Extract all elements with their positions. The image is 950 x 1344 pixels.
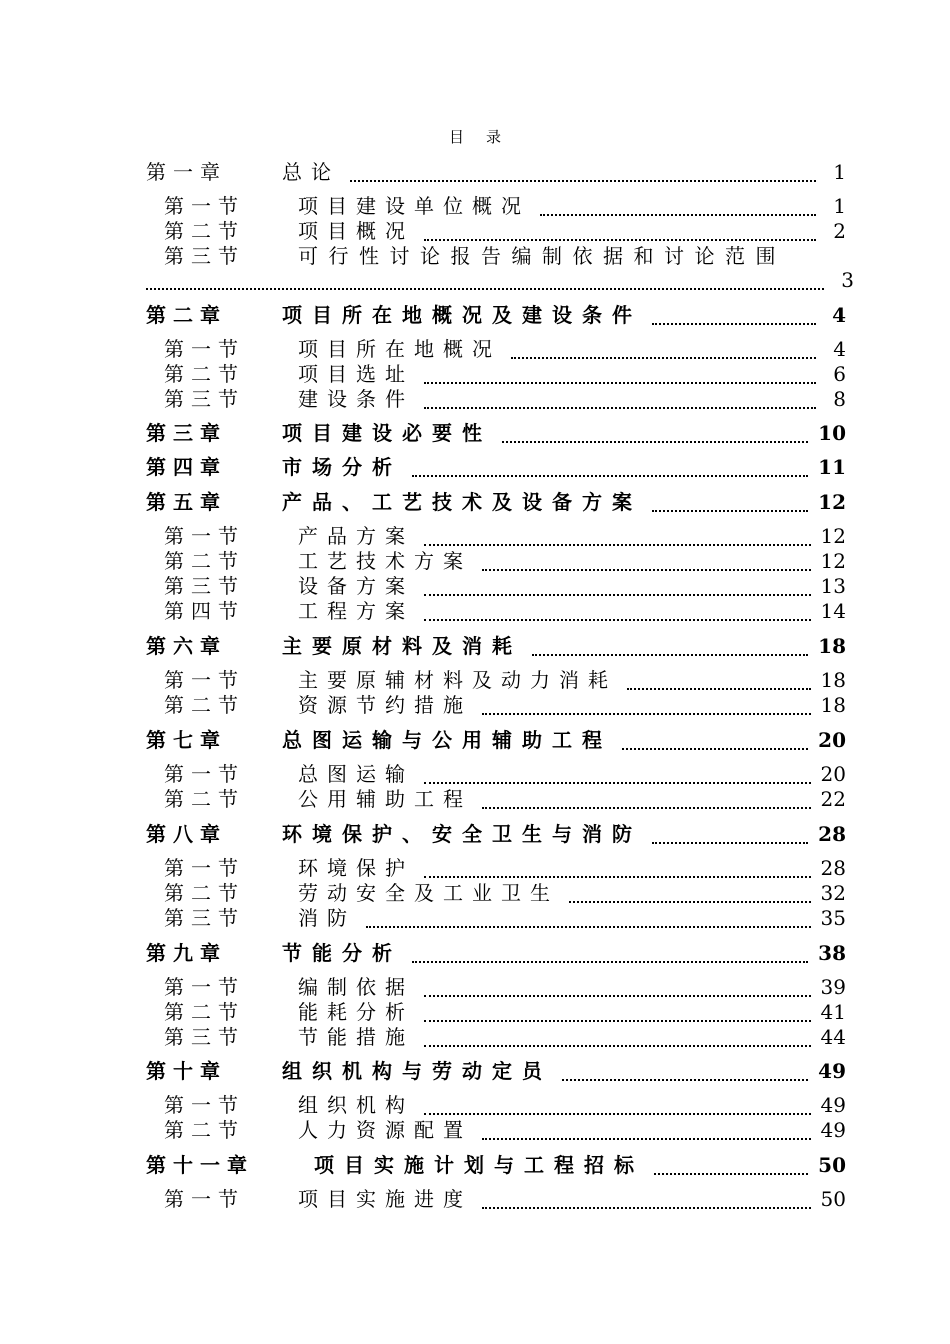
chapter-title: 主要原材料及消耗 xyxy=(282,634,522,658)
dot-leader xyxy=(424,619,811,621)
chapter-label: 第二章 xyxy=(146,303,227,327)
page-number: 4 xyxy=(832,303,846,327)
toc-section-7-1[interactable] xyxy=(164,760,846,788)
page-number: 13 xyxy=(820,574,846,598)
section-title: 劳动安全及工业卫生 xyxy=(298,881,559,905)
section-label: 第一节 xyxy=(164,762,245,786)
dot-leader xyxy=(652,510,808,512)
section-title: 人力资源配置 xyxy=(298,1118,472,1142)
chapter-title: 组织机构与劳动定员 xyxy=(282,1059,552,1083)
dot-leader xyxy=(366,926,811,928)
toc-chapter-1[interactable] xyxy=(146,158,846,186)
toc-section-8-2[interactable] xyxy=(164,879,846,907)
dot-leader xyxy=(482,1138,811,1140)
page-number: 4 xyxy=(833,337,846,361)
dot-leader xyxy=(146,288,824,290)
page-number: 50 xyxy=(820,1187,846,1211)
dot-leader xyxy=(424,876,811,878)
dot-leader xyxy=(482,807,811,809)
section-title: 工艺技术方案 xyxy=(298,549,472,573)
chapter-title: 总论 xyxy=(282,160,340,184)
toc-chapter-3[interactable] xyxy=(146,419,846,447)
page-number: 1 xyxy=(833,160,846,184)
toc-section-1-1[interactable] xyxy=(164,192,846,220)
toc-section-8-1[interactable] xyxy=(164,854,846,882)
section-label: 第一节 xyxy=(164,524,245,548)
section-title: 组织机构 xyxy=(298,1093,414,1117)
dot-leader xyxy=(424,407,816,409)
dot-leader xyxy=(424,1045,811,1047)
dot-leader xyxy=(532,654,808,656)
section-label: 第一节 xyxy=(164,975,245,999)
dot-leader xyxy=(482,569,811,571)
chapter-title: 产品、工艺技术及设备方案 xyxy=(282,490,642,514)
section-title: 能耗分析 xyxy=(298,1000,414,1024)
section-title: 工程方案 xyxy=(298,599,414,623)
toc-chapter-5[interactable] xyxy=(146,488,846,516)
section-label: 第三节 xyxy=(164,1025,245,1049)
dot-leader xyxy=(412,475,808,477)
toc-section-2-2[interactable] xyxy=(164,360,846,388)
dot-leader xyxy=(502,441,808,443)
chapter-label: 第一章 xyxy=(146,160,227,184)
dot-leader xyxy=(424,782,811,784)
section-label: 第二节 xyxy=(164,1000,245,1024)
dot-leader xyxy=(482,713,811,715)
page-number: 1 xyxy=(833,194,846,218)
page-number: 6 xyxy=(833,362,846,386)
section-label: 第二节 xyxy=(164,881,245,905)
section-label: 第一节 xyxy=(164,337,245,361)
page-number: 22 xyxy=(820,787,846,811)
page-number: 50 xyxy=(818,1153,846,1177)
page-number: 39 xyxy=(820,975,846,999)
page-number: 18 xyxy=(820,668,846,692)
page-number: 14 xyxy=(820,599,846,623)
section-title: 公用辅助工程 xyxy=(298,787,472,811)
toc-section-10-2[interactable] xyxy=(164,1116,846,1144)
dot-leader xyxy=(652,323,816,325)
toc-section-5-2[interactable] xyxy=(164,547,846,575)
page-number: 28 xyxy=(818,822,846,846)
toc-section-5-4[interactable] xyxy=(164,597,846,625)
section-title: 建设条件 xyxy=(298,387,414,411)
section-label: 第三节 xyxy=(164,574,245,598)
section-title: 消防 xyxy=(298,906,356,930)
dot-leader xyxy=(424,995,811,997)
section-title: 项目概况 xyxy=(298,219,414,243)
page-number: 11 xyxy=(818,455,846,479)
toc-section-7-2[interactable] xyxy=(164,785,846,813)
page-number: 2 xyxy=(833,219,846,243)
section-label: 第一节 xyxy=(164,856,245,880)
page-number: 28 xyxy=(820,856,846,880)
section-label: 第二节 xyxy=(164,693,245,717)
section-title: 可行性讨论报告编制依据和讨论范围 xyxy=(298,244,786,268)
dot-leader xyxy=(424,544,811,546)
section-label: 第三节 xyxy=(164,906,245,930)
dot-leader xyxy=(654,1173,808,1175)
chapter-label: 第四章 xyxy=(146,455,227,479)
chapter-title: 项目实施计划与工程招标 xyxy=(314,1153,644,1177)
section-label: 第二节 xyxy=(164,787,245,811)
toc-title: 目录 xyxy=(448,128,523,146)
page-number: 8 xyxy=(833,387,846,411)
toc-section-9-3[interactable] xyxy=(164,1023,846,1051)
toc-chapter-7[interactable] xyxy=(146,726,846,754)
page-number: 10 xyxy=(818,421,846,445)
dot-leader xyxy=(622,748,808,750)
section-title: 产品方案 xyxy=(298,524,414,548)
chapter-label: 第八章 xyxy=(146,822,227,846)
section-title: 项目建设单位概况 xyxy=(298,194,530,218)
toc-section-5-1[interactable] xyxy=(164,522,846,550)
section-label: 第二节 xyxy=(164,1118,245,1142)
dot-leader xyxy=(511,357,816,359)
page-number: 3 xyxy=(841,268,854,292)
page-number: 12 xyxy=(820,549,846,573)
section-title: 编制依据 xyxy=(298,975,414,999)
dot-leader xyxy=(424,1113,811,1115)
chapter-label: 第十一章 xyxy=(146,1153,254,1177)
section-label: 第一节 xyxy=(164,1187,245,1211)
toc-chapter-11[interactable] xyxy=(146,1151,846,1179)
toc-section-5-3[interactable] xyxy=(164,572,846,600)
toc-section-9-2[interactable] xyxy=(164,998,846,1026)
dot-leader xyxy=(424,382,816,384)
page-number: 18 xyxy=(818,634,846,658)
chapter-title: 环境保护、安全卫生与消防 xyxy=(282,822,642,846)
page-number: 32 xyxy=(820,881,846,905)
toc-chapter-4[interactable] xyxy=(146,453,846,481)
chapter-label: 第七章 xyxy=(146,728,227,752)
toc-chapter-9[interactable] xyxy=(146,939,846,967)
page-number: 49 xyxy=(820,1093,846,1117)
chapter-label: 第十章 xyxy=(146,1059,227,1083)
chapter-title: 节能分析 xyxy=(282,941,402,965)
toc-section-6-1[interactable] xyxy=(164,666,846,694)
section-title: 项目实施进度 xyxy=(298,1187,472,1211)
section-title: 设备方案 xyxy=(298,574,414,598)
section-label: 第四节 xyxy=(164,599,245,623)
page-number: 38 xyxy=(818,941,846,965)
dot-leader xyxy=(652,842,808,844)
toc-section-1-2[interactable] xyxy=(164,217,846,245)
toc-chapter-2[interactable] xyxy=(146,301,846,329)
toc-section-2-1[interactable] xyxy=(164,335,846,363)
chapter-label: 第六章 xyxy=(146,634,227,658)
toc-chapter-8[interactable] xyxy=(146,820,846,848)
dot-leader xyxy=(562,1079,808,1081)
chapter-title: 总图运输与公用辅助工程 xyxy=(282,728,612,752)
toc-section-6-2[interactable] xyxy=(164,691,846,719)
toc-section-9-1[interactable] xyxy=(164,973,846,1001)
section-label: 第二节 xyxy=(164,362,245,386)
section-label: 第三节 xyxy=(164,244,245,268)
dot-leader xyxy=(627,688,811,690)
chapter-title: 市场分析 xyxy=(282,455,402,479)
chapter-label: 第三章 xyxy=(146,421,227,445)
page-number: 12 xyxy=(818,490,846,514)
dot-leader xyxy=(569,901,811,903)
dot-leader xyxy=(424,1020,811,1022)
toc-section-8-3[interactable] xyxy=(164,904,846,932)
chapter-label: 第五章 xyxy=(146,490,227,514)
page-number: 49 xyxy=(818,1059,846,1083)
toc-section-10-1[interactable] xyxy=(164,1091,846,1119)
page-number: 20 xyxy=(818,728,846,752)
page-number: 41 xyxy=(820,1000,846,1024)
section-title: 主要原辅材料及动力消耗 xyxy=(298,668,617,692)
dot-leader xyxy=(412,961,808,963)
section-title: 项目选址 xyxy=(298,362,414,386)
toc-section-1-3-continuation[interactable] xyxy=(146,266,854,294)
section-title: 环境保护 xyxy=(298,856,414,880)
section-label: 第二节 xyxy=(164,219,245,243)
section-label: 第三节 xyxy=(164,387,245,411)
section-label: 第一节 xyxy=(164,668,245,692)
toc-chapter-6[interactable] xyxy=(146,632,846,660)
section-label: 第一节 xyxy=(164,194,245,218)
section-title: 资源节约措施 xyxy=(298,693,472,717)
toc-section-2-3[interactable] xyxy=(164,385,846,413)
chapter-label: 第九章 xyxy=(146,941,227,965)
toc-chapter-10[interactable] xyxy=(146,1057,846,1085)
section-title: 总图运输 xyxy=(298,762,414,786)
page-number: 44 xyxy=(820,1025,846,1049)
toc-section-11-1[interactable] xyxy=(164,1185,846,1213)
section-label: 第二节 xyxy=(164,549,245,573)
dot-leader xyxy=(424,239,816,241)
section-label: 第一节 xyxy=(164,1093,245,1117)
chapter-title: 项目建设必要性 xyxy=(282,421,492,445)
dot-leader xyxy=(350,180,816,182)
dot-leader xyxy=(540,214,816,216)
dot-leader xyxy=(424,594,811,596)
page-number: 18 xyxy=(820,693,846,717)
page-number: 12 xyxy=(820,524,846,548)
page-number: 20 xyxy=(820,762,846,786)
page-number: 49 xyxy=(820,1118,846,1142)
dot-leader xyxy=(482,1207,811,1209)
chapter-title: 项目所在地概况及建设条件 xyxy=(282,303,642,327)
page-number: 35 xyxy=(820,906,846,930)
section-title: 节能措施 xyxy=(298,1025,414,1049)
section-title: 项目所在地概况 xyxy=(298,337,501,361)
